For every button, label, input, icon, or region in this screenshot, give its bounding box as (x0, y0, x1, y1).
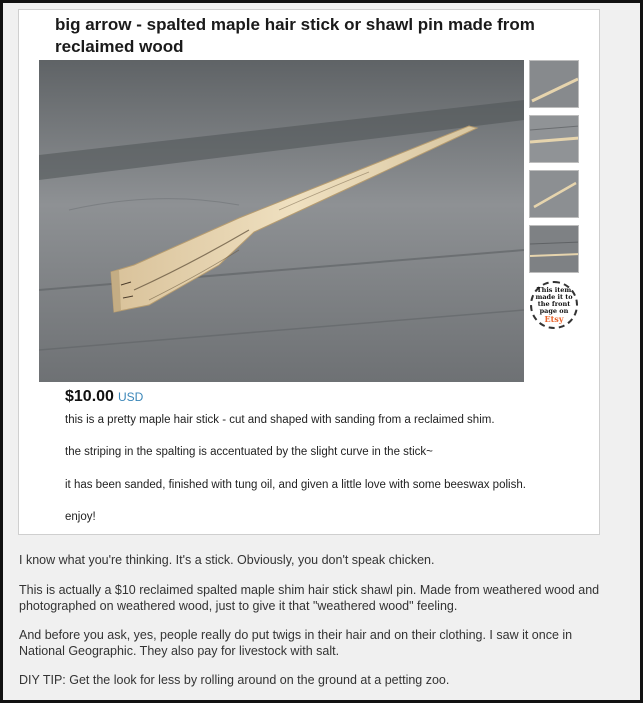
badge-line-2: made it to (535, 292, 573, 301)
badge-line-4: page on (539, 306, 569, 315)
description-line-2: the striping in the spalting is accentuated by the slight curve in the stick~ (65, 446, 433, 458)
thumbnail-strip (529, 60, 581, 336)
listing-card (18, 9, 600, 535)
thumbnail-2[interactable] (529, 115, 579, 163)
commentary-paragraph-2: This is actually a $10 reclaimed spalted maple shim hair stick shawl pin. Made from weathered wood and photographed on weathered wood, just to give it that "weathered wood" feeling. (19, 583, 600, 613)
price-currency: USD (117, 390, 144, 404)
badge-brand: Etsy (544, 313, 564, 324)
description-line-1: this is a pretty maple hair stick - cut and shaped with sanding from a reclaimed shim. (65, 414, 495, 426)
thumbnail-1[interactable] (529, 60, 579, 108)
commentary-paragraph-3: And before you ask, yes, people really do put twigs in their hair and on their clothing. I saw it once in National Geographic. They also pay for livestock with salt. (19, 628, 573, 658)
main-product-photo[interactable] (39, 60, 524, 382)
commentary-paragraph-4: DIY TIP: Get the look for less by rolling around on the ground at a petting zoo. (19, 673, 450, 687)
front-page-badge[interactable] (529, 280, 581, 336)
etsy-front-page-icon (530, 281, 578, 329)
description-line-3: it has been sanded, finished with tung oil, and given a little love with some beeswax polish. (65, 479, 526, 491)
stick-photo-illustration (39, 60, 524, 382)
badge-line-1: This item (536, 285, 572, 294)
commentary-paragraph-1: I know what you're thinking. It's a stick. Obviously, you don't speak chicken. (19, 553, 435, 567)
thumbnail-3[interactable] (529, 170, 579, 218)
thumbnail-4[interactable] (529, 225, 579, 273)
description-line-4: enjoy! (65, 511, 96, 523)
listing-title[interactable]: big arrow - spalted maple hair stick or shawl pin made from reclaimed wood (55, 15, 535, 56)
price (65, 388, 143, 406)
price-amount: $10.00 (65, 388, 114, 405)
badge-line-3: the front (537, 299, 571, 308)
